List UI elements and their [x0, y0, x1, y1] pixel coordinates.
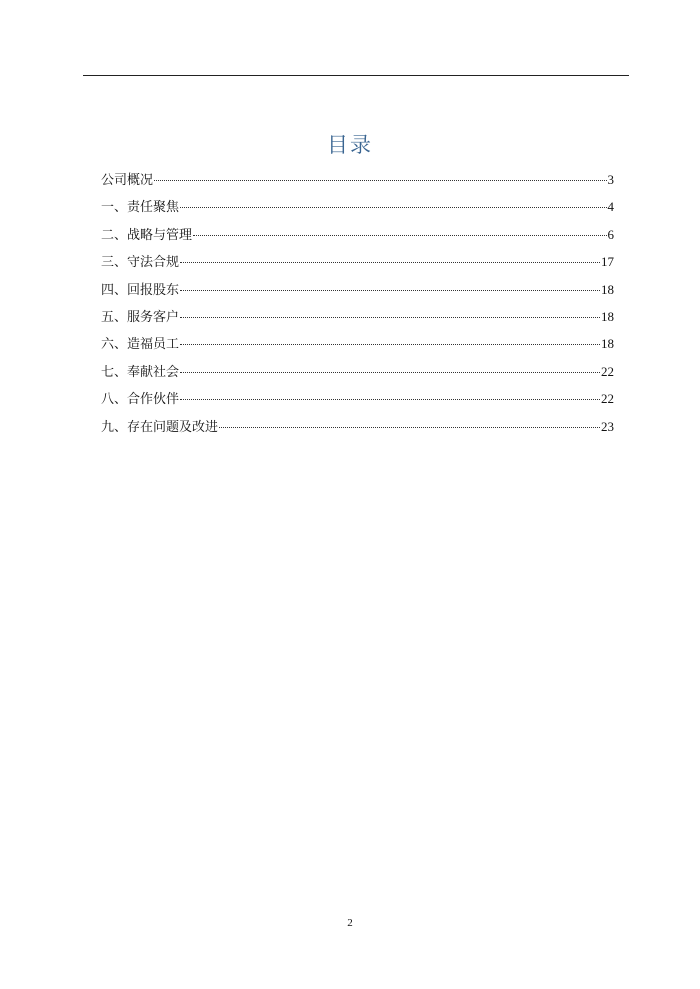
- toc-entry-label: 八、合作伙伴: [101, 392, 180, 408]
- toc-dot-leader: [180, 399, 600, 400]
- toc-entry-label: 四、回报股东: [101, 282, 180, 298]
- toc-entry-page: 18: [601, 281, 614, 297]
- toc-entry-society[interactable]: [101, 362, 614, 389]
- toc-entry-page: 23: [601, 418, 614, 434]
- toc-dot-leader: [180, 344, 600, 345]
- toc-entry-issues-improvement[interactable]: [101, 417, 614, 444]
- toc-dot-leader: [154, 180, 606, 181]
- toc-list: [101, 170, 614, 444]
- toc-dot-leader: [180, 317, 600, 318]
- toc-entry-page: 3: [607, 172, 614, 187]
- page-number: 2: [347, 917, 353, 929]
- toc-entry-customers[interactable]: [101, 307, 614, 334]
- toc-title: 目录: [327, 133, 373, 157]
- toc-entry-label: 五、服务客户: [101, 309, 180, 325]
- toc-entry-shareholders[interactable]: [101, 280, 614, 307]
- toc-entry-label: 六、造福员工: [101, 337, 180, 353]
- toc-entry-company-overview[interactable]: [101, 170, 614, 197]
- toc-entry-responsibility-focus[interactable]: [101, 197, 614, 224]
- toc-dot-leader: [219, 427, 600, 428]
- toc-entry-label: 一、责任聚焦: [101, 200, 180, 216]
- toc-entry-page: 4: [607, 199, 614, 215]
- toc-dot-leader: [180, 372, 600, 373]
- toc-entry-page: 17: [601, 254, 614, 270]
- toc-entry-page: 18: [601, 336, 614, 352]
- toc-entry-page: 6: [607, 226, 614, 242]
- toc-dot-leader: [180, 262, 600, 263]
- toc-dot-leader: [180, 290, 600, 291]
- toc-entry-page: 18: [601, 308, 614, 324]
- toc-entry-page: 22: [601, 363, 614, 379]
- toc-entry-compliance[interactable]: [101, 252, 614, 279]
- toc-entry-label: 七、奉献社会: [101, 364, 180, 380]
- toc-entry-page: 22: [601, 391, 614, 407]
- toc-entry-employees[interactable]: [101, 334, 614, 361]
- toc-entry-strategy-management[interactable]: [101, 225, 614, 252]
- toc-entry-label: 九、存在问题及改进: [101, 419, 219, 435]
- header-rule: [83, 75, 629, 76]
- toc-dot-leader: [180, 207, 606, 208]
- toc-dot-leader: [193, 235, 606, 236]
- toc-entry-label: 二、战略与管理: [101, 227, 193, 243]
- toc-entry-label: 三、守法合规: [101, 255, 180, 271]
- toc-entry-partners[interactable]: [101, 389, 614, 416]
- toc-entry-label: 公司概况: [101, 173, 154, 188]
